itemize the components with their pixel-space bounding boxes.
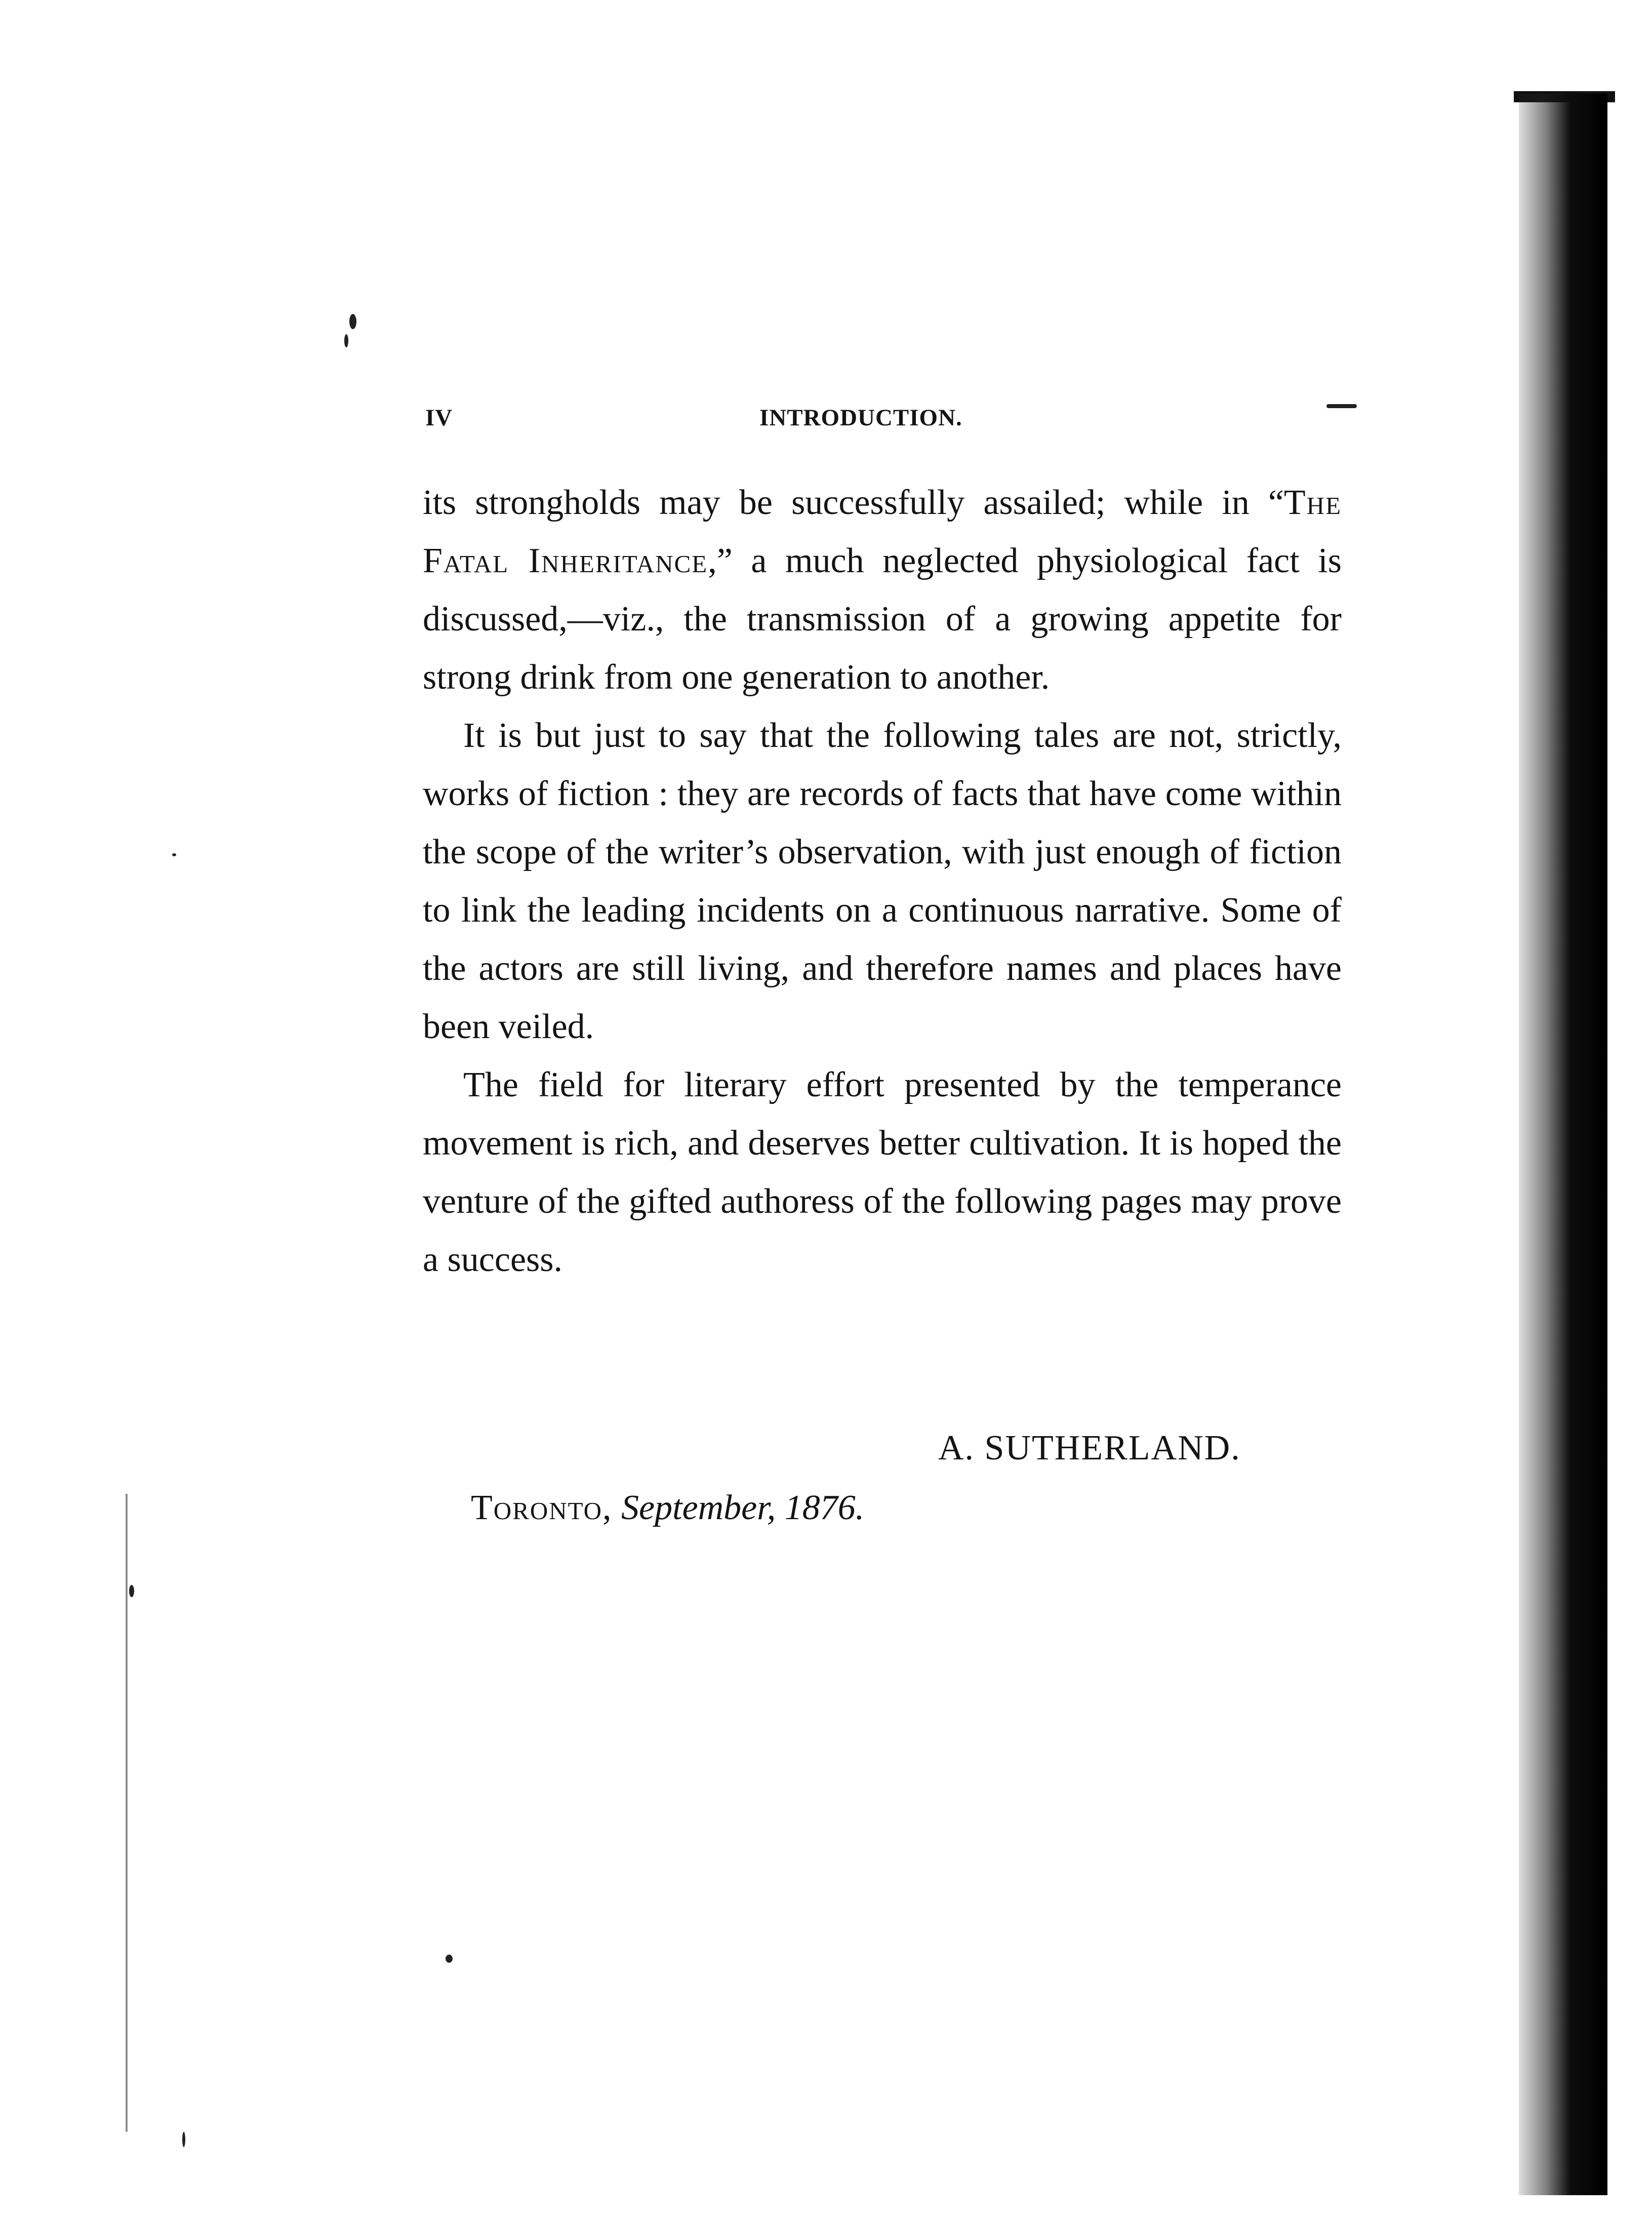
dateline-year: 1876. xyxy=(784,1488,865,1527)
left-margin-mark xyxy=(126,1494,128,2132)
scan-speck xyxy=(129,1585,134,1597)
scan-speck xyxy=(344,334,348,347)
dateline-month: September, xyxy=(621,1488,776,1527)
paragraph-1-text-a: its strongholds may be successfully assailed; while in “ xyxy=(423,483,1284,522)
dateline-place: Toronto, xyxy=(471,1488,613,1527)
scan-speck xyxy=(182,2132,185,2147)
running-head xyxy=(425,404,1488,440)
paragraph-1-text-b: ,” a much neglected physiological fact is discussed,—viz., the transmission of a growing appetite for strong drink from one generation to another. xyxy=(423,541,1342,697)
author-signature: A. SUTHERLAND. xyxy=(938,1429,1241,1468)
page-number: IV xyxy=(425,405,453,431)
paragraph-3: The field for literary effort presented by the temperance movement is rich, and deserves better cultivation. It is hoped the venture of the gifted authoress of the following pages may prove a success. xyxy=(423,1065,1342,1279)
body-text xyxy=(423,473,1342,1289)
story-title-fatal-inheritance: The Fatal Inheritance xyxy=(423,483,1342,580)
paragraph-1 xyxy=(423,473,1342,706)
dateline xyxy=(471,1488,864,1528)
header-title: INTRODUCTION. xyxy=(759,405,962,431)
binding-edge xyxy=(1519,94,1607,2195)
scan-speck xyxy=(349,314,356,329)
scan-speck xyxy=(172,853,176,856)
paragraph-2: It is but just to say that the following tales are not, strictly, works of fiction : they are records of facts that have come within the scope of the writer’s observation, with just enough of fiction to link the leading incidents on a continuous narrative. Some of the actors are still living, and therefore names and places have been veiled. xyxy=(423,716,1342,1046)
scan-speck xyxy=(446,1955,453,1963)
